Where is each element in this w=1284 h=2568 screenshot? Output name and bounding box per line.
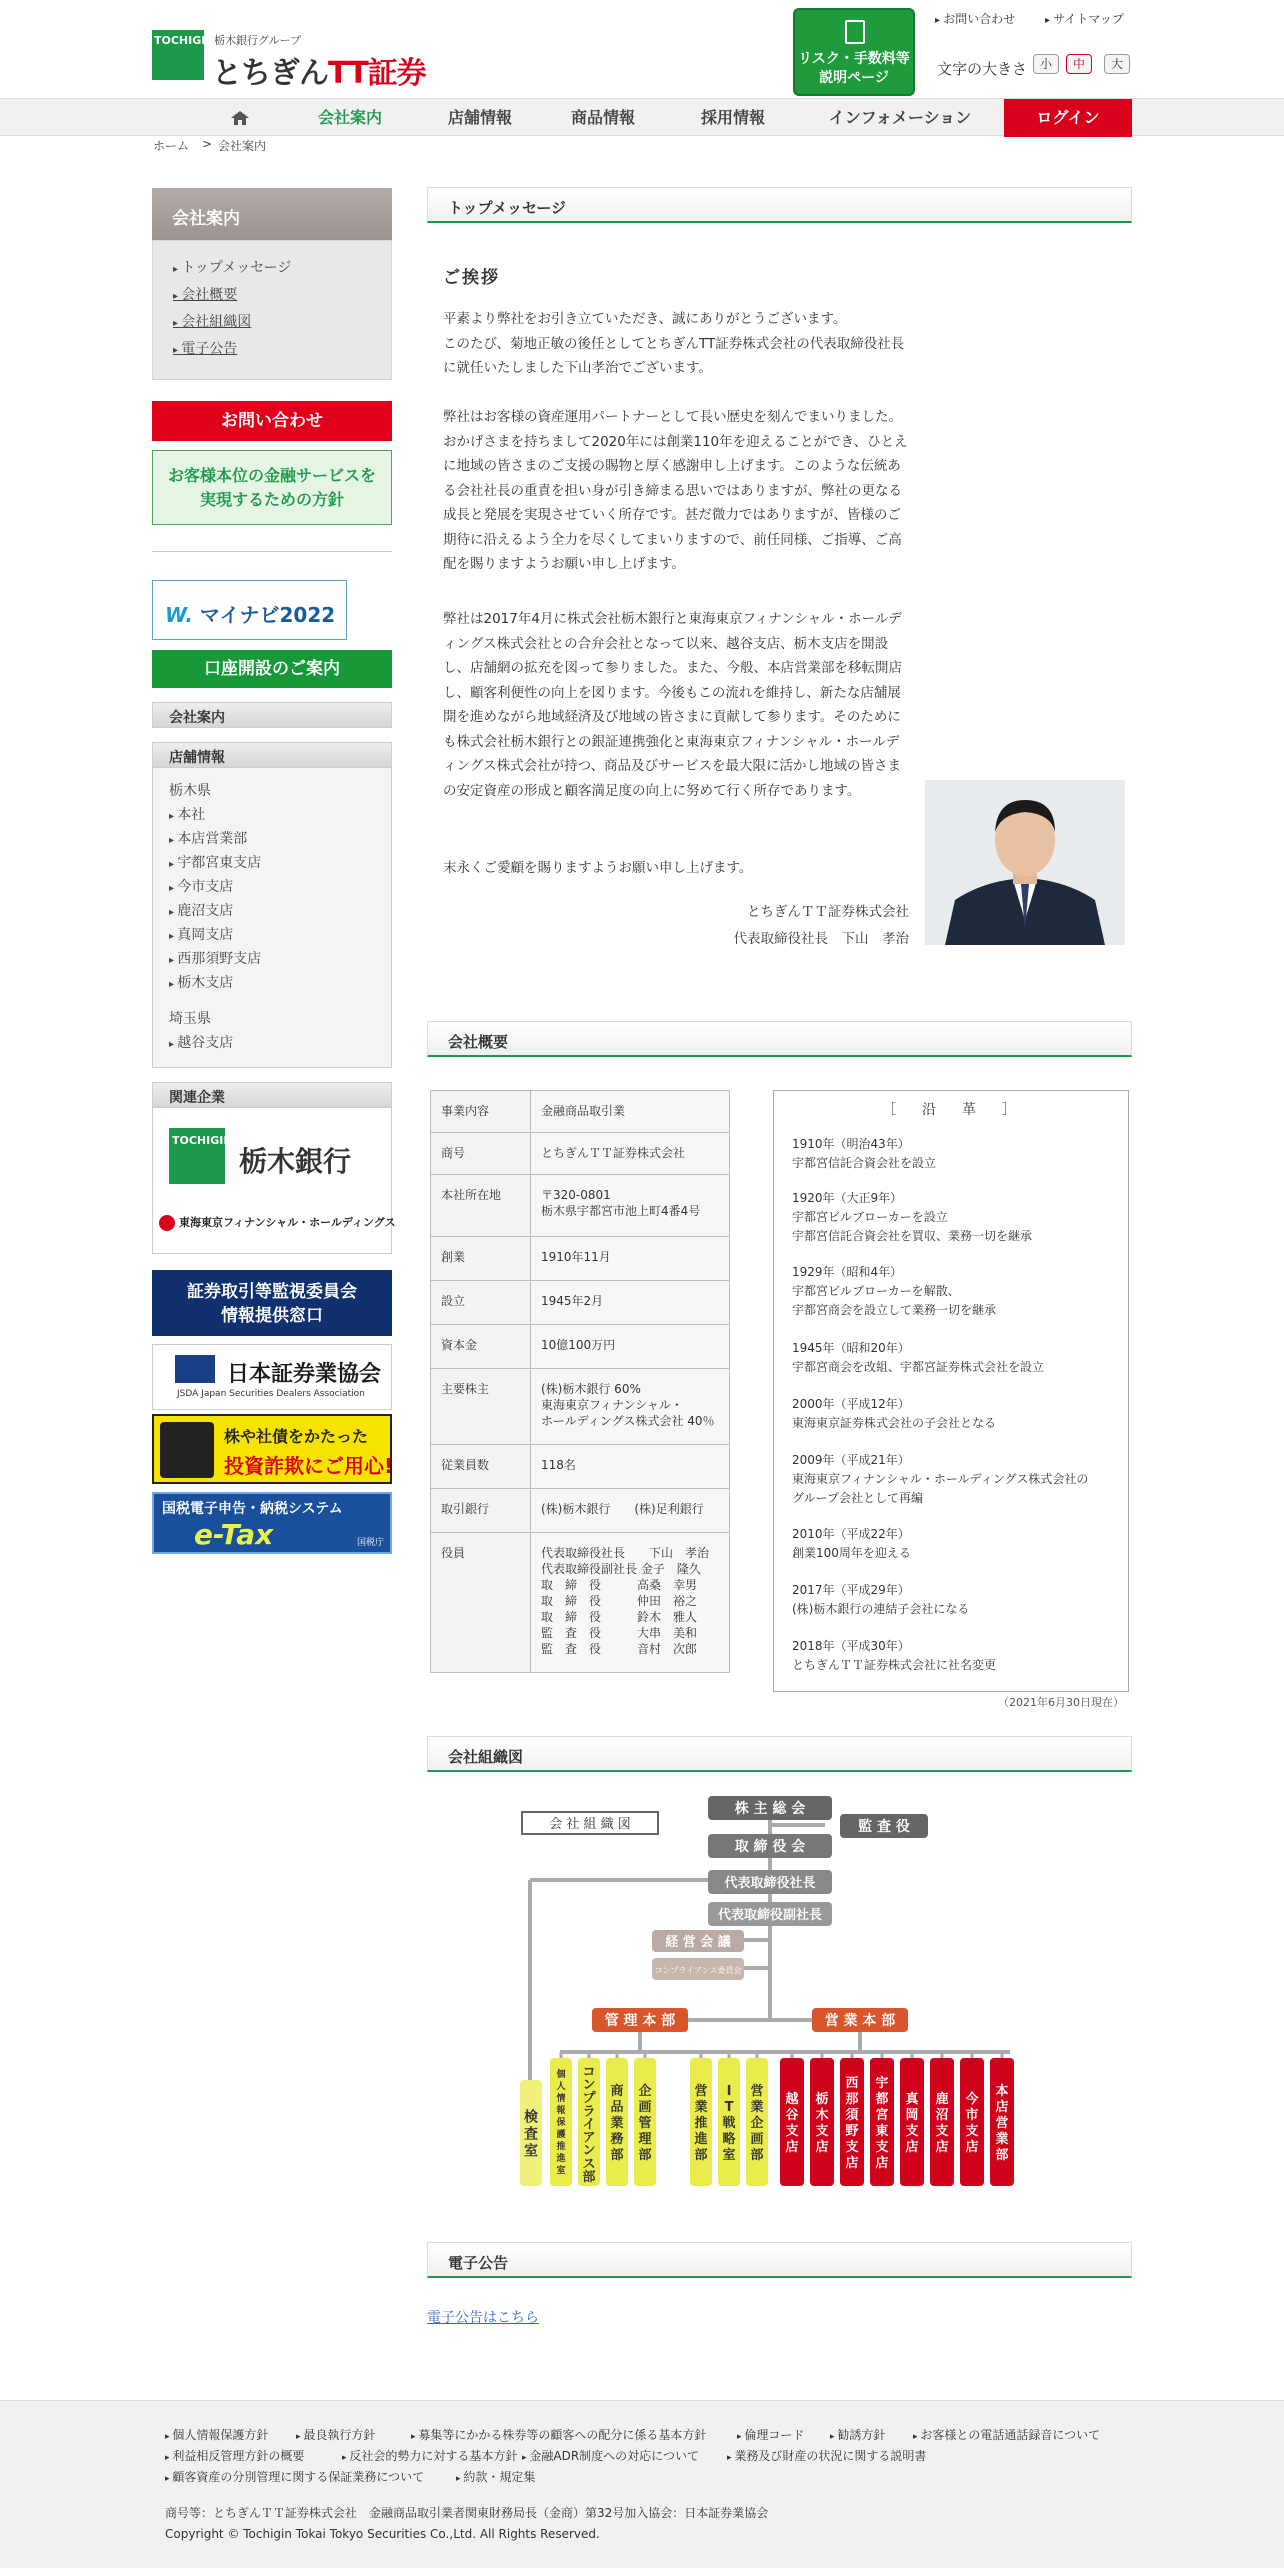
svg-text:室: 室 (556, 2166, 566, 2176)
org-admin-unit (606, 2058, 628, 2186)
message-paragraph: 弊社は2017年4月に株式会社栃木銀行と東海東京フィナンシャル・ホールディングス株式会社との合弁会社となって以来、越谷支店、栃木支店を開設し、店舗網の拡充を図って参りました。また、今般、本店営業部を移転開店し、顧客利便性の向上を図ります。今後もこの流れを維持し、新たな店舗展開を進めながら地域経済及び地域の皆さまに貢献して参ります。そのためにも株式会社栃木銀行との銀証連携強化と東海東京フィナンシャル・ホールディングス株式会社が持つ、商品及びサービスを最大限に活かし地域の皆さまの安定資産の形成と顧客満足度の向上に努めて行く所存であります。 (443, 611, 902, 799)
svg-text:西: 西 (845, 2076, 859, 2091)
registration-text: 商号等：とちぎんＴＴ証券株式会社 金融商品取引業者関東財務局長（金商）第32号加入協会：日本証券業協会 (165, 2506, 769, 2520)
footer-link[interactable]: ▸ 募集等にかかる株券等の顧客への配分に係る基本方針 (411, 2426, 706, 2443)
logo-group-text: 栃木銀行グループ (214, 34, 302, 47)
table-row: 従業員数 118名 (431, 1445, 730, 1489)
svg-text:理: 理 (638, 2132, 652, 2147)
footer-link[interactable]: ▸ 金融ADR制度への対応について (522, 2447, 699, 2464)
table-row: 主要株主 (株)栃木銀行 60% 東海東京フィナンシャル・ ホールディングス株式会社 40％ (431, 1369, 730, 1445)
contact-banner-button[interactable]: お問い合わせ (152, 401, 392, 441)
svg-text:部: 部 (638, 2148, 652, 2163)
org-admin-unit (550, 2058, 572, 2186)
svg-text:店: 店 (875, 2156, 889, 2171)
org-chart-heading: 会社組織図 (427, 1736, 1132, 1772)
svg-text:本: 本 (995, 2084, 1009, 2099)
svg-text:店: 店 (905, 2140, 919, 2155)
document-icon (845, 20, 865, 44)
history-box (773, 1090, 1129, 1692)
svg-text:取 締 役 会: 取 締 役 会 (734, 1839, 806, 1855)
enotice-link[interactable]: 電子公告はこちら (427, 2310, 539, 2326)
svg-text:ン: ン (582, 2078, 596, 2094)
footer-link[interactable]: ▸ 倫理コード (737, 2426, 804, 2443)
svg-text:保: 保 (556, 2118, 566, 2128)
message-paragraph: 平素より弊社をお引き立ていただき、誠にありがとうございます。 このたび、菊地正敏の後任としてとちぎんTT証券株式会社の代表取締役社長に就任いたしました下山孝治でございます。 (443, 311, 905, 376)
svg-text:支: 支 (845, 2140, 859, 2155)
org-admin-hq (592, 2008, 688, 2032)
svg-text:店: 店 (785, 2140, 799, 2155)
svg-text:今: 今 (965, 2092, 979, 2107)
svg-text:イ: イ (582, 2117, 596, 2133)
svg-text:推: 推 (556, 2142, 566, 2152)
logo-mark: TOCHIGIN (152, 30, 204, 80)
svg-text:支: 支 (785, 2124, 799, 2139)
store-link[interactable]: ▸ 鹿沼支店 (169, 900, 233, 920)
svg-text:支: 支 (965, 2124, 979, 2139)
svg-text:ス: ス (582, 2156, 596, 2172)
svg-text:部: 部 (582, 2169, 596, 2185)
org-sales-unit (746, 2058, 768, 2186)
site-logo[interactable] (152, 28, 426, 91)
sidebar-item-top-message[interactable]: ▸ トップメッセージ (173, 257, 291, 277)
svg-text:コンプライアンス委員会: コンプライアンス委員会 (654, 1966, 742, 1975)
prefecture-label: 埼玉県 (169, 1011, 211, 1027)
svg-text:会 社 組 織 図: 会 社 組 織 図 (549, 1817, 631, 1832)
footer-link[interactable]: ▸ 顧客資産の分別管理に関する保証業務について (165, 2468, 424, 2485)
svg-text:戦: 戦 (722, 2116, 736, 2131)
org-branch (780, 2058, 804, 2186)
table-row: 資本金 10億100万円 (431, 1325, 730, 1369)
svg-text:商: 商 (610, 2084, 624, 2099)
logo-company-name: とちぎんTT証券 (212, 56, 426, 91)
footer-link[interactable]: ▸ 業務及び財産の状況に関する説明書 (727, 2447, 926, 2464)
svg-text:企: 企 (638, 2084, 652, 2099)
site-footer (0, 2400, 1284, 2568)
org-chart (520, 1790, 1040, 2190)
sign-company: とちぎんＴＴ証券株式会社 (747, 904, 909, 920)
sidebar-menu (152, 240, 392, 380)
nav-stores[interactable]: 店舗情報 (447, 108, 512, 127)
svg-text:沼: 沼 (935, 2108, 949, 2123)
font-size-small[interactable]: 小 (1033, 54, 1059, 74)
svg-text:経 営 会 議: 経 営 会 議 (665, 1935, 731, 1950)
svg-text:人: 人 (556, 2082, 566, 2092)
sidebar-related-subheading: 関連企業 (152, 1082, 392, 1108)
nav-company[interactable]: 会社案内 (317, 108, 382, 127)
org-auditor (840, 1814, 928, 1838)
svg-text:宇: 宇 (875, 2076, 889, 2091)
svg-text:営: 営 (995, 2116, 1009, 2131)
svg-text:那: 那 (845, 2092, 859, 2107)
store-link[interactable]: ▸ 本店営業部 (169, 828, 247, 848)
message-paragraph: 弊社はお客様の資産運用パートナーとして長い歴史を刻んでまいりました。おかげさまを持ちまして2020年には創業110年を迎えることができ、ひとえに地域の皆さまのご支援の賜物と厚く感謝申し上げます。このような伝統ある会社社長の重責を担い身が引き締まる思いではありますが、弊社の更なる成長と発展を実現させていく所存です。甚だ微力ではありますが、皆様のご期待に沿えるよう全力を尽くしてまいりますので、前任同様、ご指導、ご高配を賜りますようお願い申し上げます。 (443, 409, 908, 572)
table-row: 設立 1945年2月 (431, 1281, 730, 1325)
svg-text:室: 室 (722, 2148, 736, 2163)
font-size-large[interactable]: 大 (1104, 54, 1130, 74)
svg-text:管 理 本 部: 管 理 本 部 (604, 2013, 676, 2029)
svg-text:推: 推 (694, 2116, 708, 2131)
risk-fee-button[interactable]: リスク・手数料等 説明ページ (793, 8, 915, 96)
svg-text:プ: プ (582, 2091, 596, 2107)
history-item: 2000年（平成12年） 東海東京証券株式会社の子会社となる (792, 1397, 997, 1430)
svg-text:市: 市 (965, 2108, 979, 2123)
svg-text:検: 検 (524, 2109, 538, 2126)
svg-text:ラ: ラ (582, 2104, 596, 2120)
divider (152, 551, 392, 552)
svg-text:画: 画 (638, 2100, 652, 2115)
message-paragraph: 末永くご愛顧を賜りますようお願い申し上げます。 (443, 860, 753, 876)
font-size-medium[interactable]: 中 (1066, 54, 1092, 74)
svg-text:管: 管 (638, 2116, 652, 2131)
tokai-tokyo-logo[interactable]: 東海東京フィナンシャル・ホールディングス (159, 1208, 389, 1238)
president-portrait (925, 780, 1125, 945)
svg-text:支: 支 (935, 2124, 949, 2139)
org-branch (810, 2058, 834, 2186)
nav-information[interactable]: インフォメーション (828, 108, 972, 127)
svg-text:T: T (724, 2100, 734, 2115)
footer-link[interactable]: ▸ 勧誘方針 (830, 2426, 885, 2443)
font-size-label: 文字の大きさ (937, 60, 1028, 78)
related-companies (152, 1108, 396, 1254)
history-item: 2009年（平成21年） 東海東京フィナンシャル・ホールディングス株式会社の グループ会社として再編 (792, 1453, 1089, 1505)
mynavi-icon: W. (165, 603, 193, 627)
svg-text:I: I (726, 2084, 732, 2099)
svg-text:支: 支 (905, 2124, 919, 2139)
svg-text:個: 個 (556, 2070, 566, 2080)
svg-text:略: 略 (722, 2132, 736, 2147)
tokai-logo-icon (159, 1215, 175, 1231)
svg-text:東: 東 (875, 2124, 889, 2139)
svg-text:株 主 総 会: 株 主 総 会 (734, 1801, 806, 1817)
breadcrumb-separator: > (202, 137, 213, 151)
svg-text:栃: 栃 (815, 2092, 829, 2107)
svg-text:企: 企 (750, 2116, 764, 2131)
history-item: 1929年（昭和4年） 宇都宮ビルブローカーを解散、 宇都宮商会を設立して業務一切を継承 (792, 1265, 997, 1317)
history-item: 2018年（平成30年） とちぎんＴＴ証券株式会社に社名変更 (792, 1639, 997, 1672)
org-branch (900, 2058, 924, 2186)
svg-text:業: 業 (995, 2132, 1009, 2147)
table-row: 創業 1910年11月 (431, 1237, 730, 1281)
org-management-meeting (652, 1930, 744, 1952)
history-item: 1945年（昭和20年） 宇都宮商会を改組、宇都宮証券株式会社を設立 (792, 1341, 1045, 1374)
global-nav (0, 98, 1284, 136)
svg-text:店: 店 (935, 2140, 949, 2155)
greeting-title: ご挨拶 (443, 268, 500, 288)
store-list (152, 768, 392, 1068)
store-link[interactable]: ▸ 越谷支店 (169, 1032, 233, 1052)
table-row: 取引銀行 (株)栃木銀行 (株)足利銀行 (431, 1489, 730, 1533)
svg-text:務: 務 (610, 2132, 624, 2147)
sesc-banner[interactable]: 証券取引等監視委員会 情報提供窓口 (152, 1270, 392, 1336)
table-row: 事業内容 金融商品取引業 (431, 1091, 730, 1133)
history-item: 1920年（大正9年） 宇都宮ビルブローカーを設立 宇都宮信託合資会社を買収、業務一切を継承 (792, 1191, 1033, 1243)
svg-text:店: 店 (965, 2140, 979, 2155)
svg-text:部: 部 (995, 2148, 1009, 2163)
contact-link[interactable]: ▸ お問い合わせ (935, 10, 1015, 27)
footer-link[interactable]: ▸ 利益相反管理方針の概要 (165, 2447, 304, 2464)
store-link[interactable]: ▸ 宇都宮東支店 (169, 852, 261, 872)
svg-text:コ: コ (582, 2065, 596, 2080)
svg-text:部: 部 (610, 2148, 624, 2163)
sitemap-link[interactable]: ▸ サイトマップ (1045, 10, 1124, 27)
nav-recruit[interactable]: 採用情報 (700, 108, 765, 127)
org-branch (930, 2058, 954, 2186)
svg-text:進: 進 (556, 2154, 566, 2164)
svg-text:店: 店 (845, 2156, 859, 2171)
svg-text:営 業 本 部: 営 業 本 部 (824, 2013, 896, 2029)
history-item: 2010年（平成22年） 創業100周年を迎える (792, 1527, 911, 1560)
mynavi-banner[interactable]: W. マイナビ2022 (152, 580, 347, 640)
svg-text:業: 業 (694, 2100, 708, 2115)
svg-text:岡: 岡 (905, 2108, 919, 2123)
org-board (708, 1834, 832, 1858)
org-branch (960, 2058, 984, 2186)
store-link[interactable]: ▸ 真岡支店 (169, 924, 233, 944)
footer-link[interactable]: ▸ 約款・規定集 (456, 2468, 535, 2485)
table-row: 商号 とちぎんＴＴ証券株式会社 (431, 1133, 730, 1175)
customer-policy-banner[interactable]: お客様本位の金融サービスを 実現するための方針 (152, 450, 392, 525)
sidebar-item-org-chart[interactable]: ▸ 会社組織図 (173, 311, 251, 331)
svg-text:部: 部 (694, 2148, 708, 2163)
svg-text:情: 情 (556, 2094, 566, 2104)
svg-text:支: 支 (875, 2140, 889, 2155)
org-admin-unit (578, 2058, 600, 2186)
as-of-note: （2021年6月30日現在） (998, 1696, 1124, 1709)
sidebar-item-enotice[interactable]: ▸ 電子公告 (173, 338, 237, 358)
nav-products[interactable]: 商品情報 (570, 108, 635, 127)
org-label (522, 1812, 658, 1834)
store-link[interactable]: ▸ 栃木支店 (169, 972, 233, 992)
svg-text:須: 須 (845, 2108, 859, 2123)
org-sales-unit (690, 2058, 712, 2186)
sidebar-store-subheading[interactable]: 店舗情報 (152, 742, 392, 768)
org-compliance-committee (652, 1958, 744, 1980)
svg-text:真: 真 (905, 2092, 919, 2107)
org-branch (990, 2058, 1014, 2186)
store-link[interactable]: ▸ 本社 (169, 804, 205, 824)
sidebar-title: 会社案内 (152, 188, 392, 240)
history-title: ［ 沿 革 ］ (882, 1102, 1022, 1118)
svg-text:部: 部 (750, 2148, 764, 2163)
svg-text:ア: ア (582, 2130, 596, 2146)
svg-text:鹿: 鹿 (935, 2092, 949, 2107)
svg-text:営: 営 (694, 2084, 708, 2099)
svg-text:代表取締役副社長: 代表取締役副社長 (717, 1908, 823, 1923)
copyright-text: Copyright © Tochigin Tokai Tokyo Securities Co.,Ltd. All Rights Reserved. (165, 2527, 600, 2541)
sidebar-company-subheading[interactable]: 会社案内 (152, 702, 392, 728)
overview-heading: 会社概要 (427, 1021, 1132, 1057)
login-button[interactable]: ログイン (1004, 99, 1132, 137)
sign-president: 代表取締役社長 下山 孝治 (733, 931, 909, 947)
history-item: 2017年（平成29年） (株)栃木銀行の連結子会社になる (792, 1583, 970, 1616)
org-branch (870, 2058, 894, 2186)
svg-text:室: 室 (524, 2143, 538, 2160)
overview-table (430, 1090, 730, 1673)
tochigi-bank-logo[interactable]: TOCHIGIN 栃木銀行 (169, 1128, 379, 1186)
table-row: 本社所在地 〒320-0801 栃木県宇都宮市池上町4番4号 (431, 1175, 730, 1237)
history-item: 1910年（明治43年） 宇都宮信託合資会社を設立 (792, 1137, 937, 1170)
svg-text:店: 店 (995, 2100, 1009, 2115)
sidebar-item-overview[interactable]: ▸ 会社概要 (173, 284, 237, 304)
svg-text:画: 画 (750, 2132, 764, 2147)
footer-link[interactable]: ▸ 反社会的勢力に対する基本方針 (342, 2447, 517, 2464)
table-row: 役員 代表取締役社長 下山 孝治 代表取締役副社長 金子 隆久 取 締 役 高桑 幸男 取 締 役 仲田 裕之 取 締 役 鈴木 雅人 監 査 役 大串 美和 監 査 役 音村 次郎 (431, 1533, 730, 1673)
etax-banner[interactable]: 国税電子申告・納税システム e-Tax 国税庁 (152, 1492, 392, 1554)
org-inspection (520, 2080, 542, 2186)
svg-text:業: 業 (610, 2116, 624, 2131)
warning-figure-icon (160, 1422, 214, 1478)
footer-link[interactable]: ▸ 最良執行方針 (296, 2426, 375, 2443)
svg-text:野: 野 (845, 2124, 859, 2139)
jsda-logo-icon (175, 1355, 215, 1383)
svg-text:進: 進 (694, 2132, 708, 2147)
svg-text:店: 店 (815, 2140, 829, 2155)
account-open-button[interactable]: 口座開設のご案内 (152, 650, 392, 688)
footer-link[interactable]: ▸ お客様との電話通話録音について (913, 2426, 1100, 2443)
jsda-banner[interactable]: 日本証券業協会 JSDA Japan Securities Dealers Association (152, 1344, 392, 1410)
svg-text:品: 品 (610, 2100, 624, 2115)
breadcrumb-current: 会社案内 (218, 139, 267, 153)
svg-text:監 査 役: 監 査 役 (858, 1819, 910, 1835)
svg-text:報: 報 (556, 2106, 566, 2116)
svg-text:都: 都 (875, 2092, 889, 2107)
svg-text:谷: 谷 (785, 2108, 799, 2123)
fraud-warning-banner[interactable]: 株や社債をかたった 投資詐欺にご用心! (152, 1414, 392, 1484)
store-link[interactable]: ▸ 今市支店 (169, 876, 233, 896)
breadcrumb-home[interactable]: ホーム (153, 139, 190, 153)
svg-text:支: 支 (815, 2124, 829, 2139)
svg-text:ン: ン (582, 2143, 596, 2159)
store-link[interactable]: ▸ 西那須野支店 (169, 948, 261, 968)
org-president (708, 1870, 832, 1894)
org-admin-unit (634, 2058, 656, 2186)
org-vice-president (708, 1902, 832, 1926)
svg-text:営: 営 (750, 2084, 764, 2099)
footer-link[interactable]: ▸ 個人情報保護方針 (165, 2426, 268, 2443)
home-icon[interactable] (230, 110, 250, 126)
svg-text:査: 査 (524, 2126, 538, 2143)
top-message-heading: トップメッセージ (427, 187, 1132, 223)
site-header (0, 0, 1284, 98)
enotice-heading: 電子公告 (427, 2242, 1132, 2278)
svg-text:宮: 宮 (875, 2108, 889, 2123)
svg-text:業: 業 (750, 2100, 764, 2115)
svg-text:代表取締役社長: 代表取締役社長 (724, 1876, 816, 1891)
org-branch (840, 2058, 864, 2186)
svg-text:護: 護 (556, 2130, 566, 2140)
svg-text:木: 木 (815, 2108, 829, 2123)
org-shareholders (708, 1796, 832, 1820)
svg-text:越: 越 (785, 2092, 799, 2107)
org-sales-unit (718, 2058, 740, 2186)
prefecture-label: 栃木県 (169, 783, 211, 799)
org-sales-hq (812, 2008, 908, 2032)
